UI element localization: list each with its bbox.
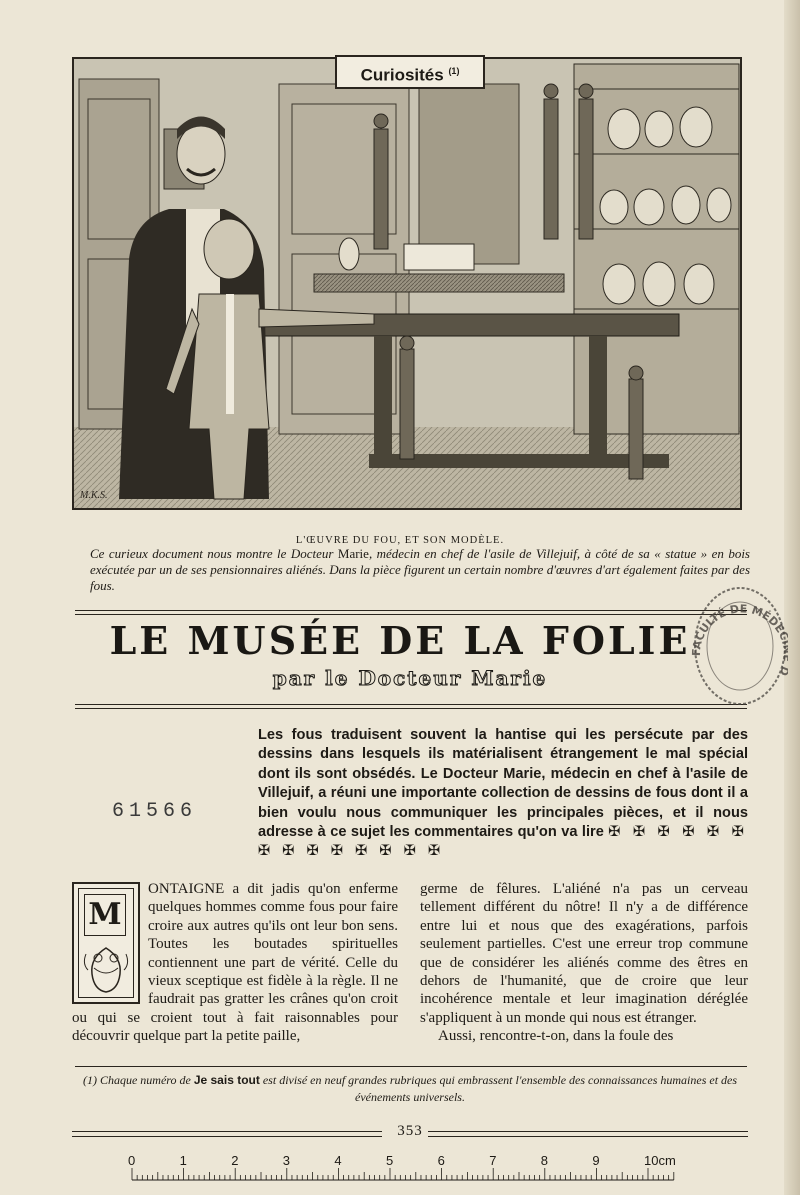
article-headline: LE MUSÉE DE LA FOLIE bbox=[109, 618, 691, 663]
body-left-text: a dit jadis qu'on enferme quelques hommes comme fous pour faire croire aux autres qu'ils ont leur bon sens. Toutes les boutades spirituelles contiennent une part de vérité. Celle du vieux sceptique est fidèle à la règle. Il ne faudrait pas gratter les crânes qu'on croit ou qui se croient tout à fait raisonnables pour découvrir quelque part la petite paille, bbox=[72, 881, 398, 1045]
scale-label: 4 bbox=[334, 1153, 342, 1168]
body-column-right bbox=[420, 880, 748, 1046]
caption-name: Marie bbox=[337, 546, 369, 561]
rubric-text: Curiosités bbox=[360, 65, 444, 85]
svg-text:FACULTÉ DE MÉDECINE DE PARIS bbox=[688, 566, 788, 678]
engraving-illustration bbox=[72, 57, 742, 510]
artist-signature: M.K.S. bbox=[80, 490, 108, 501]
footnote-mark: (1) bbox=[82, 1073, 97, 1087]
body-right-paragraph-2: Aussi, rencontre-t-on, dans la foule des bbox=[438, 1028, 674, 1045]
footnote-rule bbox=[75, 1066, 747, 1067]
caption-seg-1: Ce curieux document nous montre le Docteur bbox=[90, 546, 338, 561]
caption-seg-2: , médecin en chef de l'asile de Villejuif, à côté de sa « bbox=[368, 546, 666, 561]
article-byline: par le Docteur Marie bbox=[272, 666, 548, 690]
scale-label: 8 bbox=[540, 1153, 549, 1168]
headline-rule-top bbox=[75, 610, 747, 611]
scale-label: 3 bbox=[282, 1153, 291, 1168]
drop-cap bbox=[72, 882, 140, 1004]
scale-label: 6 bbox=[437, 1153, 445, 1168]
footnote-magazine-title: Je sais tout bbox=[193, 1073, 260, 1087]
stamp-text: FACULTÉ DE MÉDE bbox=[689, 602, 787, 657]
body-right-paragraph-1: germe de fêlures. L'aliéné n'a pas un cerveau tellement différent du nôtre! Il n'y a de différence entre lui et nous que des exagérations, parfois seulement partielles. C'est une erreur trop commune que de considérer les aliénés comme des êtres en dehors de l'humanité, que de croire que leur incohérence mentale et leur imagination déréglée s'appliquent à un monde qui nous est étranger. bbox=[420, 881, 748, 1026]
drop-cap-ornament-icon bbox=[80, 944, 132, 996]
footnote-seg-2: est divisé en neuf grandes rubriques qui embrassent l'ensemble des connaissances humaines et des événements universels. bbox=[259, 1073, 738, 1104]
page-number: 353 bbox=[397, 1123, 423, 1139]
chapeau-text: Les fous traduisent souvent la hantise qui les persécute par des dessins dans lesquels ils matérialisent étrangement le mal spécial dont ils sont obsédés. Le Docteur Marie, médecin en chef à l'asile de Villejuif, a réuni une importante collection de dessins de fous dont il a bien voulu nous communiquer les principales pièces, et il nous adresse à ce sujet les commentaires qu'on va lire bbox=[258, 727, 748, 841]
first-word-rest: ONTAIGNE bbox=[148, 881, 225, 897]
article-chapeau bbox=[258, 726, 748, 862]
inventory-number: 61566 bbox=[112, 800, 198, 823]
chapeau-fleurons: ✠ ✠ ✠ ✠ ✠ ✠ ✠ ✠ ✠ ✠ ✠ ✠ ✠ ✠ bbox=[258, 824, 748, 860]
body-column-left bbox=[72, 880, 398, 1046]
caption-statue: statue bbox=[665, 546, 697, 561]
library-stamp bbox=[688, 566, 788, 716]
headline-rule-bottom-2 bbox=[75, 708, 747, 709]
scale-label: 0 bbox=[128, 1153, 136, 1168]
headline-rule-top-2 bbox=[75, 614, 747, 615]
scale-label: 1 bbox=[179, 1153, 187, 1168]
illustration-drawing bbox=[74, 59, 740, 508]
headline-rule-bottom bbox=[75, 704, 747, 705]
footnote bbox=[72, 1072, 748, 1106]
drop-cap-letter: M bbox=[84, 894, 126, 936]
scale-label: 5 bbox=[386, 1153, 394, 1168]
caption-text bbox=[90, 546, 750, 594]
scale-label: 9 bbox=[592, 1153, 600, 1168]
rubric-note-mark: (1) bbox=[448, 66, 460, 76]
scale-label: 10cm bbox=[644, 1153, 676, 1168]
footnote-seg-1: Chaque numéro de bbox=[96, 1073, 194, 1087]
rubric-label bbox=[335, 55, 485, 89]
scale-label: 2 bbox=[231, 1153, 239, 1168]
caption-seg-3: » en bois exécutée par un de ses pensionnaires aliénés. Dans la pièce figurent un certain nombre d'œuvres d'art également faites par des fous. bbox=[90, 546, 751, 593]
scale-label: 7 bbox=[489, 1153, 497, 1168]
caption-title: L'ŒUVRE DU FOU, ET SON MODÈLE. bbox=[295, 535, 505, 546]
